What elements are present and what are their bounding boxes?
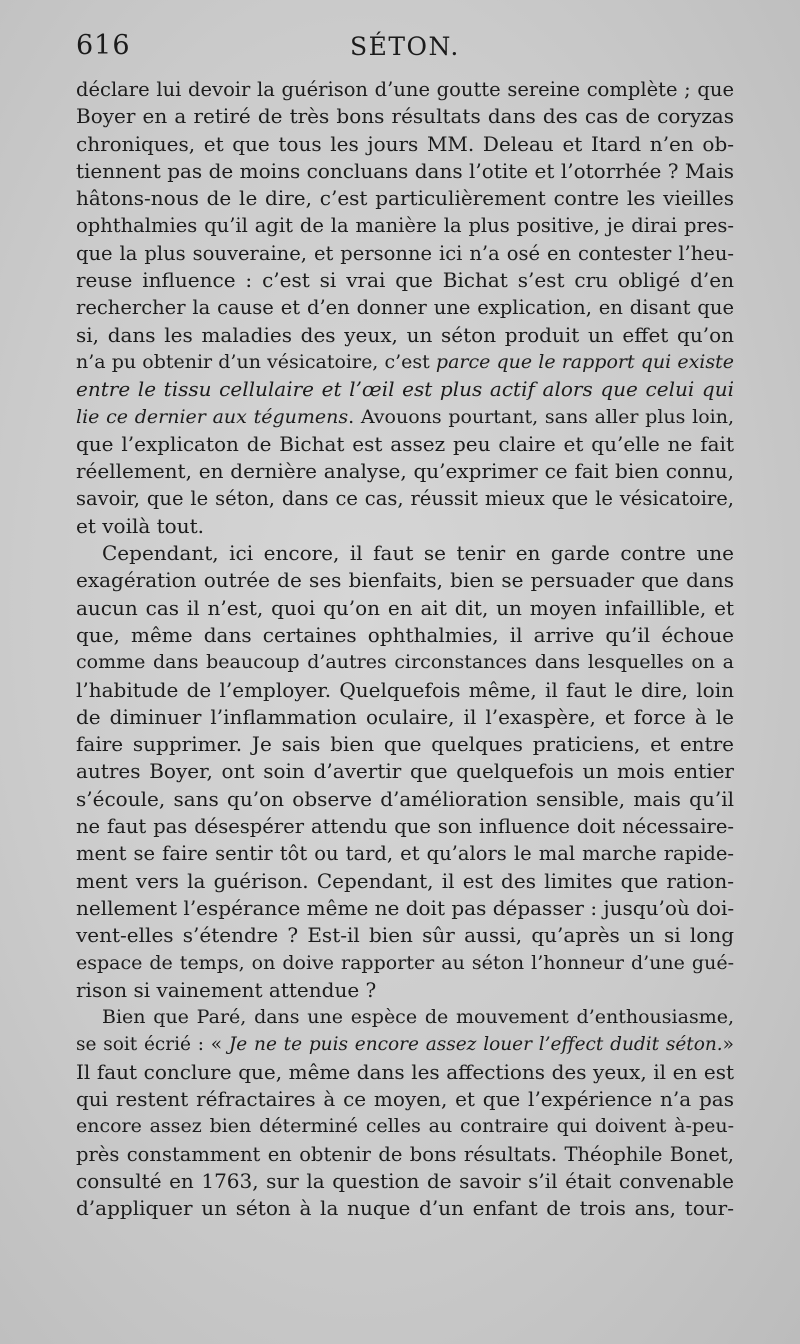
text-line (76, 131, 734, 158)
text-line (76, 1168, 734, 1195)
line-text: s’écoule, sans qu’on observe d’amélioration sensible, mais qu’il (76, 786, 734, 811)
text-line (76, 240, 734, 267)
running-title: SÉTON. (350, 32, 460, 61)
line-text: Cependant, ici encore, il faut se tenir en garde contre une (102, 541, 734, 566)
text-line (76, 868, 734, 895)
line-text: l’habitude de l’employer. Quelquefois même, il faut le dire, loin (76, 677, 734, 702)
text-line (76, 704, 734, 731)
line-text: se soit écrié : « (76, 1034, 229, 1056)
line-text: déclare lui devoir la guérison d’une goutte sereine complète ; que (76, 78, 734, 101)
text-line (76, 540, 734, 567)
text-line (76, 322, 734, 349)
text-line (76, 1059, 734, 1086)
text-line (76, 1141, 734, 1168)
text-line (76, 567, 734, 594)
line-text: que, même dans certaines ophthalmies, il arrive qu’il échoue (76, 622, 734, 647)
line-text: autres Boyer, ont soin d’avertir que quelquefois un mois entier (76, 759, 734, 784)
text-line (76, 76, 734, 103)
text-line (76, 758, 734, 785)
text-line (76, 185, 734, 212)
running-head (76, 30, 736, 70)
line-text: près constamment en obtenir de bons résultats. Théophile Bonet, (76, 1142, 734, 1166)
text-line (76, 1195, 734, 1222)
line-text: Bien que Paré, dans une espèce de mouvement d’enthousiasme, (102, 1006, 734, 1029)
line-text: de diminuer l’inflammation oculaire, il l’exaspère, et force à le (76, 704, 734, 729)
text-line (76, 595, 734, 622)
line-text: . Avouons pourtant, sans aller plus loin, (348, 405, 734, 428)
line-text: savoir, que le séton, dans ce cas, réussit mieux que le vésicatoire, (76, 487, 734, 511)
text-line (76, 950, 734, 977)
line-text: vent-elles s’étendre ? Est-il bien sûr aussi, qu’après un si long (76, 923, 734, 948)
line-text: encore assez bien déterminé celles au contraire qui doivent à-peu- (76, 1115, 734, 1138)
text-line (76, 813, 734, 840)
line-text: n’a pu obtenir d’un vésicatoire, c’est (76, 350, 436, 373)
text-line (76, 1031, 734, 1058)
line-text: et voilà tout. (76, 513, 204, 538)
line-text: réellement, en dernière analyse, qu’exprimer ce fait bien connu, (76, 459, 734, 484)
italic-text: entre le tissu cellulaire et l’œil est plus actif alors que celui qui (76, 377, 734, 402)
line-text: hâtons-nous de le dire, c’est particulièrement contre les vieilles (76, 186, 734, 211)
line-text: Boyer en a retiré de très bons résultats dans des cas de coryzas (76, 104, 734, 129)
text-line (76, 458, 734, 485)
line-text: tiennent pas de moins concluans dans l’otite et l’otorrhée ? Mais (76, 158, 734, 183)
text-line (76, 649, 734, 676)
italic-text: Je ne te puis encore assez louer l’effect dudit séton. (228, 1034, 723, 1056)
line-text: ment vers la guérison. Cependant, il est des limites que ration- (76, 868, 734, 893)
text-line (76, 513, 734, 540)
line-text: rechercher la cause et d’en donner une explication, en disant que (76, 296, 734, 320)
text-line (76, 103, 734, 130)
line-text: comme dans beaucoup d’autres circonstances dans lesquelles on a (76, 651, 734, 674)
line-text: d’appliquer un séton à la nuque d’un enfant de trois ans, tour- (76, 1196, 734, 1221)
line-text: aucun cas il n’est, quoi qu’on en ait dit, un moyen infaillible, et (76, 595, 734, 620)
text-line (76, 431, 734, 458)
text-line (76, 158, 734, 185)
text-line (76, 1113, 734, 1140)
line-text: ophthalmies qu’il agit de la manière la plus positive, je dirai pres- (76, 214, 734, 238)
line-text: si, dans les maladies des yeux, un séton produit un effet qu’on (76, 322, 734, 347)
italic-text: lie ce dernier aux tégumens (76, 405, 349, 428)
text-line (76, 212, 734, 239)
text-line (76, 840, 734, 867)
line-text: qui restent réfractaires à ce moyen, et que l’expérience n’a pas (76, 1086, 734, 1111)
line-text: reuse influence : c’est si vrai que Bichat s’est cru obligé d’en (76, 268, 734, 293)
line-text: ment se faire sentir tôt ou tard, et qu’alors le mal marche rapide- (76, 842, 734, 866)
italic-text: parce que le rapport qui existe (435, 350, 735, 373)
text-line (76, 404, 734, 431)
text-line (76, 1086, 734, 1113)
text-line (76, 1004, 734, 1031)
text-line (76, 294, 734, 321)
text-line (76, 376, 734, 403)
line-text: que la plus souveraine, et personne ici n’a osé en contester l’heu- (76, 241, 734, 265)
text-line (76, 977, 734, 1004)
text-line (76, 677, 734, 704)
closing-quote: » (722, 1034, 734, 1056)
line-text: consulté en 1763, sur la question de savoir s’il était convenable (76, 1168, 734, 1193)
line-text: exagération outrée de ses bienfaits, bien se persuader que dans (76, 568, 734, 593)
text-line (76, 349, 734, 376)
page-number: 616 (76, 30, 131, 61)
text-line (76, 485, 734, 512)
text-line (76, 786, 734, 813)
body-text (76, 76, 734, 1222)
line-text: rison si vainement attendue ? (76, 977, 377, 1002)
text-line (76, 622, 734, 649)
text-line (76, 895, 734, 922)
line-text: espace de temps, on doive rapporter au séton l’honneur d’une gué- (76, 951, 734, 974)
line-text: ne faut pas désespérer attendu que son influence doit nécessaire- (76, 815, 734, 839)
text-line (76, 922, 734, 949)
text-line (76, 731, 734, 758)
line-text: Il faut conclure que, même dans les affections des yeux, il en est (76, 1059, 734, 1084)
line-text: nellement l’espérance même ne doit pas dépasser : jusqu’où doi- (76, 895, 735, 920)
text-line (76, 267, 734, 294)
line-text: que l’explicaton de Bichat est assez peu claire et qu’elle ne fait (76, 431, 734, 456)
line-text: faire supprimer. Je sais bien que quelques praticiens, et entre (76, 732, 734, 757)
line-text: chroniques, et que tous les jours MM. Deleau et Itard n’en ob- (76, 131, 734, 156)
